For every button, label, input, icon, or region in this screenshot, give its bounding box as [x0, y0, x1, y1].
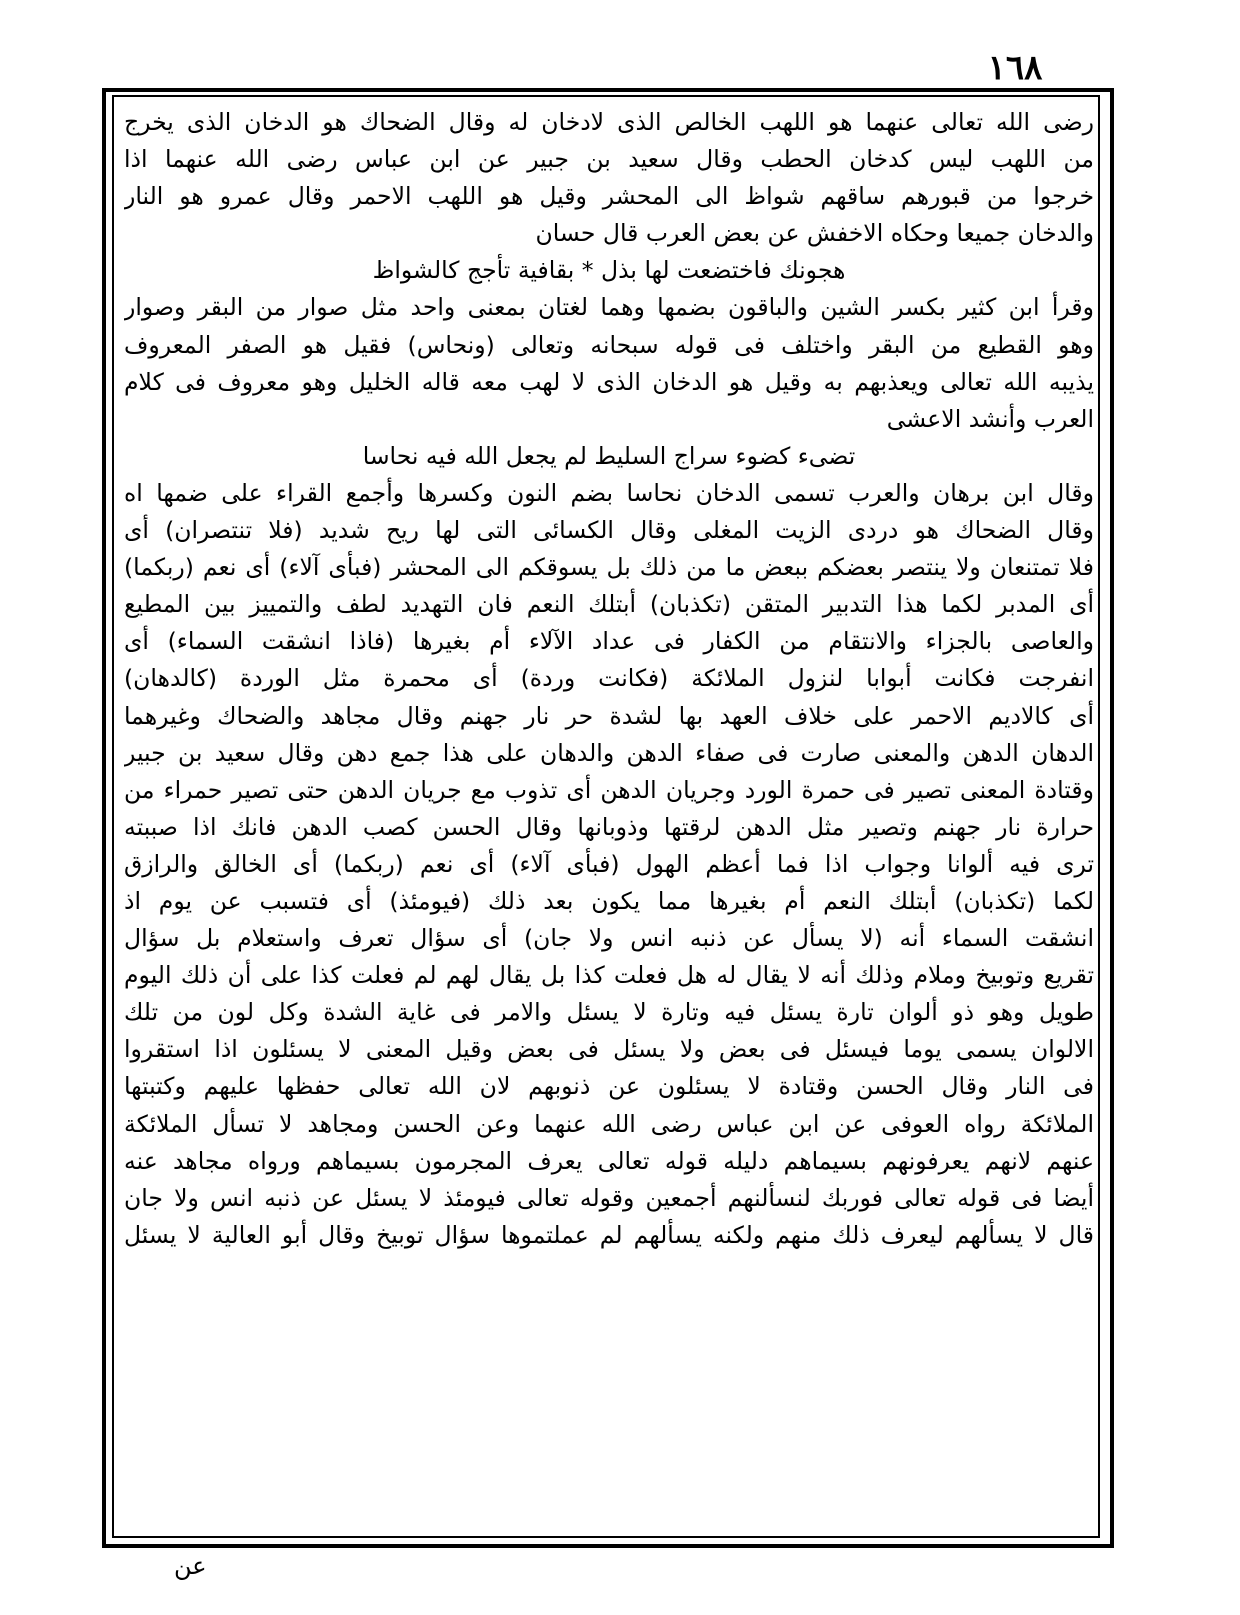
text-line: ترى فيه ألوانا وجواب اذا فما أعظم الهول (فبأى آلاء) أى نعم (ربكما) أى الخالق والرازق — [124, 849, 1094, 878]
text-line: أيضا فى قوله تعالى فوربك لنسألنهم أجمعين وقوله تعالى فيومئذ لا يسئل عن ذنبه انس ولا جان — [124, 1183, 1094, 1212]
text-line: من اللهب ليس كدخان الحطب وقال سعيد بن جبير عن ابن عباس رضى الله عنهما اذا — [124, 145, 1094, 174]
text-line: فلا تمتنعان ولا ينتصر بعضكم ببعض ما من ذلك بل يسوقكم الى المحشر (فبأى آلاء) أى نعم (ربكما) — [124, 553, 1094, 582]
text-line: خرجوا من قبورهم ساقهم شواظ الى المحشر وقيل هو اللهب الاحمر وقال عمرو هو النار — [124, 182, 1094, 211]
text-line: حرارة نار جهنم وتصير مثل الدهن لرقتها وذوبانها وقال الحسن كصب الدهن فانك اذا صببته — [124, 812, 1094, 841]
text-line: وهو القطيع من البقر واختلف فى قوله سبحانه وتعالى (ونحاس) فقيل هو الصفر المعروف — [124, 330, 1094, 359]
text-line: يذيبه الله تعالى ويعذبهم به وقيل هو الدخان الذى لا لهب معه قاله الخليل وهو معروف فى كلام — [124, 367, 1094, 396]
text-line: لكما (تكذبان) أبتلك النعم أم بغيرها مما يكون بعد ذلك (فيومئذ) أى فتسبب عن يوم اذ — [124, 886, 1094, 915]
text-line: الالوان يسمى يوما فيسئل فى بعض ولا يسئل فى بعض وقيل المعنى لا يسئلون اذا استقروا — [124, 1035, 1094, 1064]
text-line: وقال الضحاك هو دردى الزيت المغلى وقال الكسائى التى لها ريح شديد (فلا تنتصران) أى — [124, 516, 1094, 545]
text-line: عنهم لانهم يعرفونهم بسيماهم دليله قوله تعالى يعرف المجرمون بسيماهم ورواه مجاهد عنه — [124, 1146, 1094, 1175]
page-number: ١٦٨ — [987, 48, 1043, 88]
text-line: الدهان الدهن والمعنى صارت فى صفاء الدهن والدهان على هذا جمع دهن وقال سعيد بن جبير — [124, 738, 1094, 767]
text-body — [124, 104, 1094, 1254]
text-line: انفرجت فكانت أبوابا لنزول الملائكة (فكانت وردة) أى محمرة مثل الوردة (كالدهان) — [124, 664, 1094, 693]
text-line: انشقت السماء أنه (لا يسأل عن ذنبه انس ولا جان) أى سؤال تعرف واستعلام بل سؤال — [124, 924, 1094, 953]
text-line: رضى الله تعالى عنهما هو اللهب الخالص الذى لادخان له وقال الضحاك هو الدخان الذى يخرج — [124, 108, 1094, 136]
text-line: والعاصى بالجزاء والانتقام من الكفار فى عداد الآلاء أم بغيرها (فاذا انشقت السماء) أى — [124, 627, 1094, 656]
text-line: العرب وأنشد الاعشى — [886, 404, 1094, 433]
text-line: والدخان جميعا وحكاه الاخفش عن بعض العرب قال حسان — [535, 219, 1094, 248]
text-line: أى المدبر لكما هذا التدبير المتقن (تكذبان) أبتلك النعم فان التهديد لطف والتمييز بين المطيع — [124, 590, 1094, 619]
text-line: تقريع وتوبيخ وملام وذلك أنه لا يقال له هل فعلت كذا بل يقال لهم لم فعلت كذا على أن ذلك اليوم — [124, 961, 1094, 990]
text-line: الملائكة رواه العوفى عن ابن عباس رضى الله عنهما وعن الحسن ومجاهد لا تسأل الملائكة — [124, 1109, 1094, 1138]
verse-line: تضىء كضوء سراج السليط لم يجعل الله فيه نحاسا — [362, 441, 856, 470]
text-line: طويل وهو ذو ألوان تارة يسئل فيه وتارة لا يسئل والامر فى غاية الشدة وكل لون من تلك — [124, 998, 1094, 1027]
text-line: قال لا يسألهم ليعرف ذلك منهم ولكنه يسألهم لم عملتموها سؤال توبيخ وقال أبو العالية لا يسئل — [124, 1220, 1094, 1249]
text-line: وقتادة المعنى تصير فى حمرة الورد وجريان الدهن أى تذوب مع جريان الدهن حتى تصير حمراء من — [124, 775, 1094, 804]
text-line: وقال ابن برهان والعرب تسمى الدخان نحاسا بضم النون وكسرها وأجمع القراء على ضمها اه — [124, 478, 1094, 507]
text-line: وقرأ ابن كثير بكسر الشين والباقون بضمها وهما لغتان بمعنى واحد مثل صوار من البقر وصوار — [124, 293, 1094, 322]
verse-line: هجونك فاختضعت لها بذل * بقافية تأجج كالشواظ — [372, 256, 846, 285]
text-line: أى كالاديم الاحمر على خلاف العهد بها لشدة حر نار جهنم وقال مجاهد والضحاك وغيرهما — [124, 701, 1094, 730]
catchword: عن — [174, 1552, 207, 1580]
text-line: فى النار وقال الحسن وقتادة لا يسئلون عن ذنوبهم لان الله تعالى حفظها عليهم وكتبتها — [124, 1072, 1094, 1101]
